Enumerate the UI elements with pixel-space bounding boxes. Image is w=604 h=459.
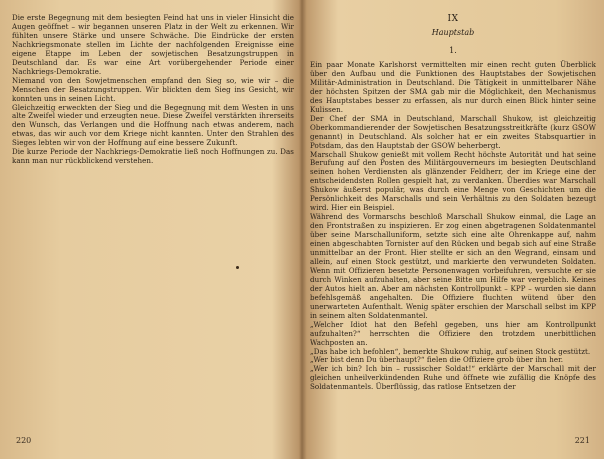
section-number: 1. (449, 46, 457, 55)
ink-speck (236, 266, 239, 269)
right-paragraph-5: „Welcher Idiot hat den Befehl gegeben, uns hier am Kontrollpunkt aufzuhalten?“ herrschten die Offiziere den trotzdem unerbittlichen Wachposten an. (310, 319, 596, 347)
right-paragraph-3: Marschall Shukow genießt mit vollem Recht höchste Autorität und hat seine Berufung auf den Posten des Militärgouverneurs im besiegten Deutschland seinen hohen Verdiensten als glänzender Feldherr, der im Kriege eine der entscheidendsten Rollen gespielt hat, zu verdanken. Überdies war Marschall Shukow äußerst populär, was durch eine Menge von Geschichten um die Persönlichkeit des Marschalls und sein Verhältnis zu den Soldaten bezeugt wird. Hier ein Beispiel. (310, 149, 596, 213)
right-paragraph-1: Ein paar Monate Karlshorst vermittelten mir einen recht guten Überblick über den Aufbau und die Funktionen des Hauptstabes der Sowjetischen Militär-Administration in Deutschland. Die Tätigkeit in unmittelbarer Nähe der höchsten Spitzen der SMA gab mir die Möglichkeit, den Mechanismus des Hauptstabes besser zu erfassen, als nur durch einen Blick hinter seine Kulissen. (310, 60, 596, 114)
right-paragraph-6: „Das habe ich befohlen“, bemerkte Shukow ruhig, auf seinen Stock gestützt. (310, 346, 591, 356)
left-page (0, 0, 300, 459)
right-paragraph-2: Der Chef der SMA in Deutschland, Marschall Shukow, ist gleichzeitig Oberkommandierender der Sowjetischen Besatzungsstreitkräfte (kurz GSOW genannt) in Deutschland. Als solcher hat er ein zweites Stabsquartier in Potsdam, das den Hauptstab der GSOW beherbergt. (310, 113, 596, 150)
right-paragraph-7: „Wer bist denn Du überhaupt?“ fielen die Offiziere grob über ihn her. (310, 355, 564, 365)
right-paragraph-8: „Wer ich bin? Ich bin – russischer Soldat!“ erklärte der Marschall mit der gleichen unheilverkündenden Ruhe und öffnete wie zufällig die Knöpfe des Soldatenmantels. Überflüssig, das ratlose Entsetzen der (310, 364, 596, 392)
page-number-right: 221 (574, 436, 590, 445)
left-paragraph-1: Die erste Begegnung mit dem besiegten Feind hat uns in vieler Hinsicht die Augen geöffnet – wir begannen unseren Platz in der Welt zu erkennen. Wir fühlten unsere Stärke und unsere Schwäche. Die Eindrücke der ersten Nachkriegsmonate stellen im Lichte der nachfolgenden Ereignisse eine eigene Etappe im Leben der sowjetischen Besatzungstruppen in Deutschland dar. Es war eine Art vorübergehender Periode einer Nachkriegs-Demokratie. (12, 13, 294, 76)
chapter-number: IX (447, 14, 459, 24)
left-paragraph-4: Die kurze Periode der Nachkriegs-Demokratie ließ noch Hoffnungen zu. Das kann man nur rückblickend verstehen. (12, 147, 294, 166)
left-paragraph-2: Niemand von den Sowjetmenschen empfand den Sieg so, wie wir – die Menschen der Besatzungstruppen. Wir blickten dem Sieg ins Gesicht, wir konnten uns in seinen Licht. (12, 75, 294, 103)
page-number-left: 220 (16, 436, 32, 445)
right-paragraph-4: Während des Vormarschs beschloß Marschall Shukow einmal, die Lage an den Frontstraßen zu inspizieren. Er zog einen abgetragenen Soldatenmantel über seine Marschalluniform, setzte sich eine alte Ohrenkappe auf, nahm einen abgeschabten Tornister auf den Rücken und begab sich auf eine Straße unmittelbar an der Front. Hier stellte er sich an den Wegrand, einsam und allein, auf einen Stock gestützt, und markierte den verwundeten Soldaten. Wenn mit Offizieren besetzte Personenwagen vorbeifuhren, versuchte er sie durch Winken aufzuhalten, aber seine Bitte um Hilfe war vergeblich. Keines der Autos hielt an. Aber am nächsten Kontrollpunkt – KPP – wurden sie dann befehlsgemäß angehalten. Die Offiziere fluchten wütend über den unerwarteten Aufenthalt. Wenig später erschien der Marschall selbst im KPP in seinem alten Soldatenmantel. (310, 212, 596, 320)
chapter-title: Hauptstab (431, 28, 475, 37)
right-page (302, 0, 604, 459)
left-paragraph-3: Gleichzeitig erweckten der Sieg und die Begegnung mit dem Westen in uns alte Zweifel wieder und erzeugten neue. Diese Zweifel verstärkten ihrerseits den Wunsch, das Verlangen und die Hoffnung nach etwas anderem, nach etwas, das wir auch vor dem Kriege nicht kannten. Unter den Strahlen des Sieges lebten wir von der Hoffnung auf eine bessere Zukunft. (12, 102, 294, 148)
